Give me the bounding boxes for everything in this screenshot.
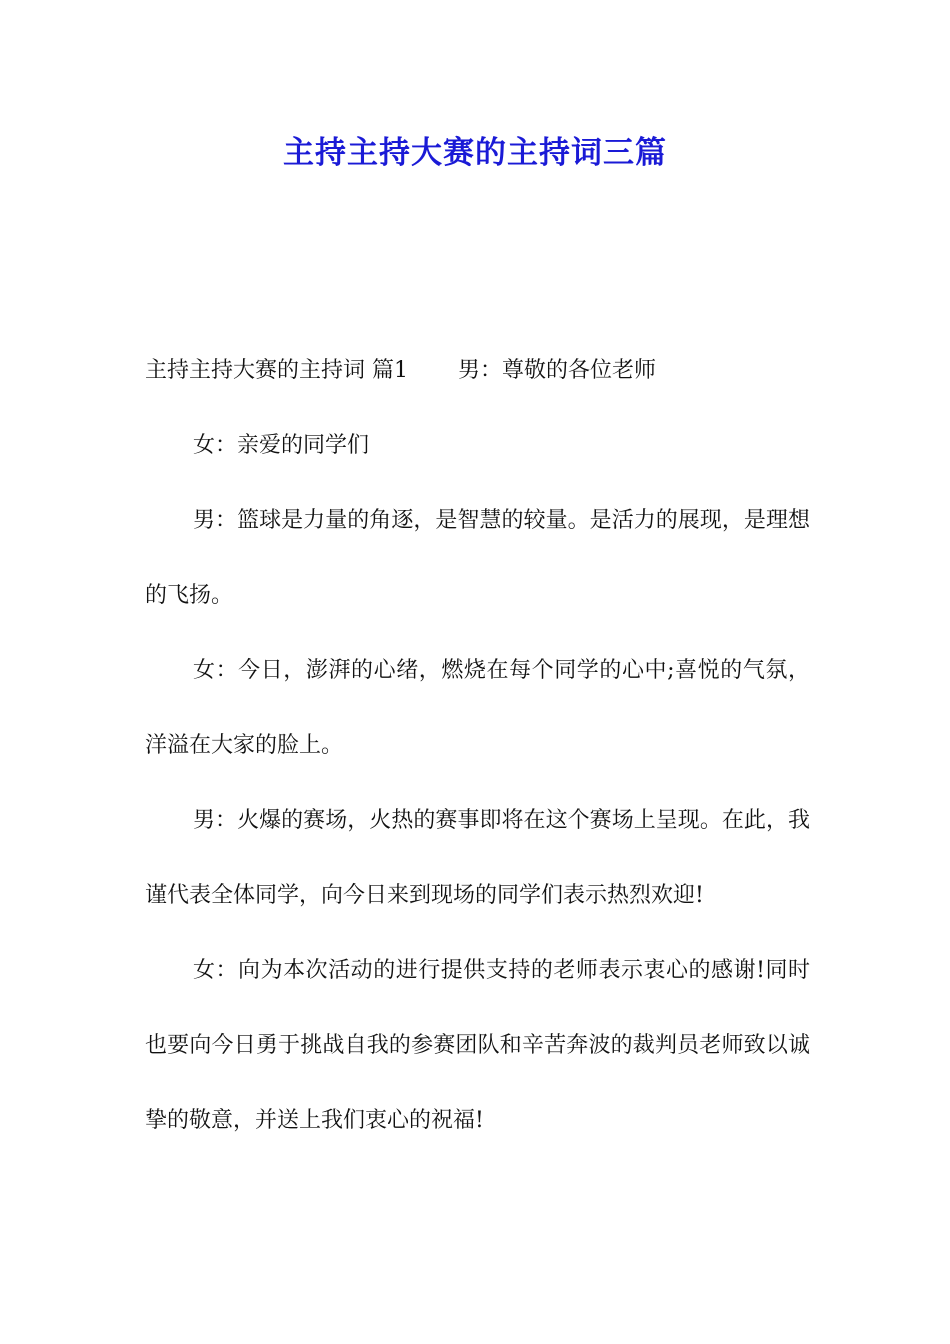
paragraph-5: 女：向为本次活动的进行提供支持的老师表示衷心的感谢!同时也要向今日勇于挑战自我的参赛团队和辛苦奔波的裁判员老师致以诚挚的敬意，并送上我们衷心的祝福! (145, 958, 810, 1133)
paragraph-2: 男：篮球是力量的角逐，是智慧的较量。是活力的展现，是理想的飞扬。 (145, 508, 810, 608)
paragraph-4: 男：火爆的赛场，火热的赛事即将在这个赛场上呈现。在此，我谨代表全体同学，向今日来到现场的同学们表示热烈欢迎! (145, 808, 810, 908)
section-first-line (145, 333, 810, 408)
section-heading: 主持主持大赛的主持词 篇1 (145, 358, 408, 383)
document-body (145, 333, 810, 1158)
first-line-text: 男：尊敬的各位老师 (458, 358, 657, 383)
document-title: 主持主持大赛的主持词三篇 (283, 135, 667, 171)
paragraph-3: 女：今日，澎湃的心绪，燃烧在每个同学的心中;喜悦的气氛，洋溢在大家的脸上。 (145, 658, 810, 758)
paragraph-1: 女：亲爱的同学们 (193, 433, 370, 458)
